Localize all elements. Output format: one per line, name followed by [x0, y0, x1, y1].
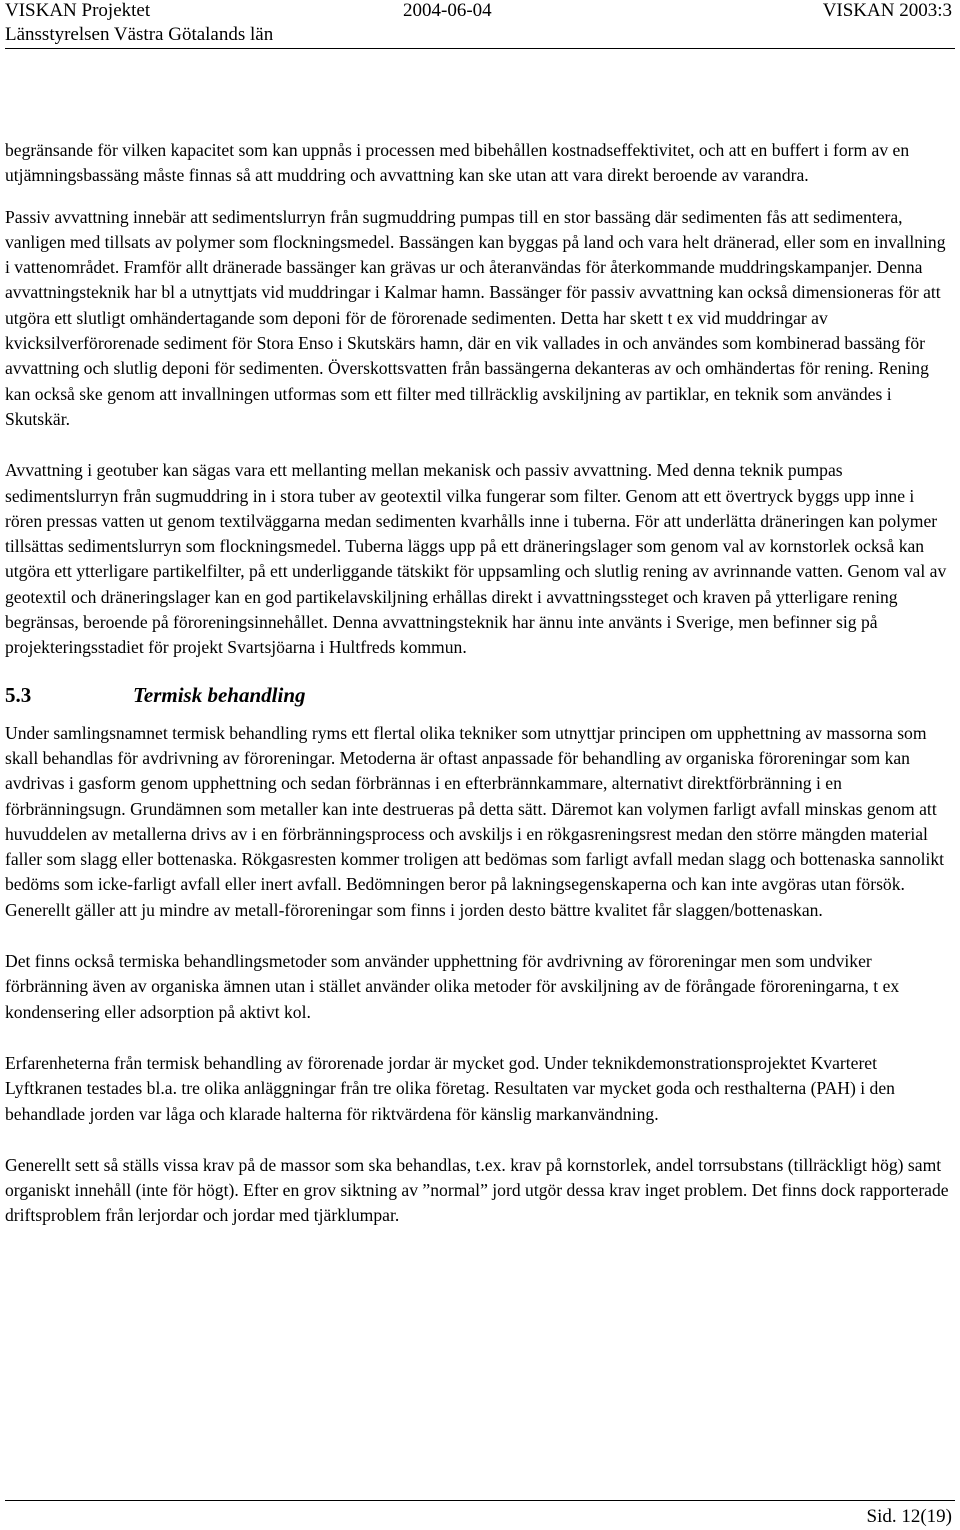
paragraph-buffert: begränsande för vilken kapacitet som kan uppnås i processen med bibehållen kostnadseffektivitet, och att en buffert i form av en utjämningsbassäng måste finnas så att muddring och avvattning kan ske utan att vara direkt beroende av varandra. — [5, 140, 910, 186]
header-divider — [5, 48, 955, 49]
page-number: Sid. 12(19) — [866, 1506, 952, 1527]
paragraph-geotuber: Avvattning i geotuber kan sägas vara ett mellanting mellan mekanisk och passiv avvattning. Med denna teknik pumpas sedimentslurryn från sugmuddring in i stora tuber av geotextil vilka fungerar som filter. Genom att ett övertryck byggs upp inne i rören pressas vatten ut genom textilväggarna medan sedimenten kvarhålls inne i tuberna. För att underlätta dräneringen kan polymer tillsättas sedimentslurryn som flockningsmedel. Tuberna läggs upp på ett dräneringslager som genom val av kornstorlek också kan utgöra ett ytterligare partikelfilter, på ett underliggande tätskikt för uppsamling och slutlig rening av avrinnande vatten. Genom val av geotextil och dräneringslager kan en god partikelavskiljning erhållas direkt i avvattningssteget och kraven på ytterligare rening begränsas, beroende på föroreningsinnehållet. Denna avvattningsteknik har ännu inte använts i Sverige, men befinner sig på projekteringsstadiet för projekt Svartsjöarna i Hultfreds kommun. — [5, 460, 947, 658]
paragraph-passiv-avvattning: Passiv avvattning innebär att sedimentslurryn från sugmuddring pumpas till en stor bassäng där sedimenten fås att sedimentera, vanligen med tillsats av polymer som flockningsmedel. Bassängen kan byggas på land och vara helt dränerad, eller som en invallning i vattenområdet. Framför allt dränerade bassänger kan grävas ur och återanvändas för återkommande muddringskampanjer. Denna avvattningsteknik har bl a utnyttjats vid muddringar i Kalmar hamn. Bassänger för passiv avvattning kan också dimensioneras för att utgöra ett slutligt omhändertagande som deponi för de förorenade sedimenten. Detta har skett t ex vid muddringar av kvicksilverförorenade sediment för Stora Enso i Skutskärs hamn, där en vik vallades in och användes som kombinerad bassäng för avvattning och slutlig deponi för sedimenten. Överskottsvatten från bassängerna dekanteras av och omhändertas för rening. Rening kan också ske genom att invallningen utformas som ett filter med tillräcklig avskiljning av partiklar, en teknik som användes i Skutskär. — [5, 206, 946, 429]
header-organization: Länsstyrelsen Västra Götalands län — [5, 24, 274, 45]
document-body — [5, 138, 954, 1255]
paragraph-krav: Generellt sett så ställs vissa krav på de massor som ska behandlas, t.ex. krav på kornstorlek, andel torrsubstans (tillräckligt hög) samt organiskt innehåll (inte för högt). Efter en grov siktning av ”normal” jord utgör dessa krav inget problem. Det finns dock rapporterade driftsproblem från lerjordar och jordar med tjärklumpar. — [5, 1154, 949, 1226]
header-document-id: VISKAN 2003:3 — [822, 0, 952, 21]
paragraph-termisk-metoder: Det finns också termiska behandlingsmetoder som använder upphettning för avdrivning av föroreningar men som undviker förbränning även av organiska ämnen utan i stället använder olika metoder för avskiljning av de förångade föroreningarna, t ex kondensering eller adsorption på aktivt kol. — [5, 951, 900, 1022]
header-date: 2004-06-04 — [403, 0, 492, 21]
header-project: VISKAN Projektet — [5, 0, 151, 21]
section-title: Termisk behandling — [133, 682, 306, 707]
section-heading — [5, 681, 954, 709]
section-number: 5.3 — [5, 682, 32, 707]
paragraph-erfarenheter: Erfarenheterna från termisk behandling av förorenade jordar är mycket god. Under teknikdemonstrationsprojektet Kvarteret Lyftkranen testades bl.a. tre olika anläggningar från tre olika företag. Resultaten var mycket goda och resthalterna (PAH) i den behandlade jorden var låga och klarade halterna för riktvärdena för känslig markanvändning. — [5, 1052, 895, 1124]
footer-divider — [5, 1500, 955, 1501]
paragraph-termisk-intro: Under samlingsnamnet termisk behandling ryms ett flertal olika tekniker som utnyttjar principen om upphettning av massorna som skall behandlas för avdrivning av föroreningar. Metoderna är oftast anpassade för behandling av organiska föroreningar som kan avdrivas i gasform genom upphettning och sedan förbrännas i en efterbrännkammare, alternativt direktförbränning i en förbränningsugn. Grundämnen som metaller kan inte destrueras på detta sätt. Däremot kan volymen farligt avfall minskas genom att huvuddelen av metallerna drivs av i en förbränningsprocess och avskiljs i en rökgasreningsrest medan den större mängden material faller som slagg eller bottenaska. Rökgasresten kommer troligen att bedömas som farligt avfall medan slagg och bottenaska sannolikt bedöms som icke-farligt avfall eller inert avfall. Bedömningen beror på lakningsegenskaperna och kan inte avgöras utan försök. Generellt gäller att ju mindre av metall-föroreningar som finns i jorden desto bättre kvalitet får slaggen/bottenaskan. — [5, 722, 945, 920]
